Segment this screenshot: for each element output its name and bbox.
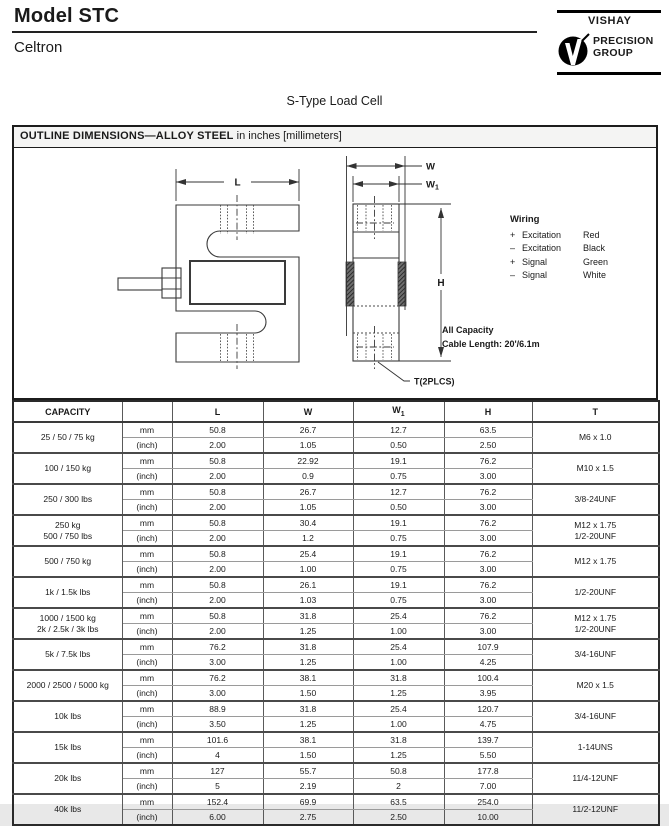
- value-cell: 2.00: [172, 593, 263, 609]
- value-cell: 50.8: [172, 453, 263, 469]
- unit-cell: mm: [122, 422, 172, 438]
- value-cell: 3.50: [172, 717, 263, 733]
- header-divider: [12, 31, 537, 33]
- side-hidden-lines: [353, 306, 399, 333]
- brand-name: Celtron: [14, 39, 63, 56]
- cable-note-line2: Cable Length: 20'/6.1m: [442, 338, 540, 349]
- value-cell: 5.50: [444, 748, 532, 764]
- table-row-mm: [13, 422, 659, 438]
- unit-cell: mm: [122, 670, 172, 686]
- unit-cell: (inch): [122, 655, 172, 671]
- logo-precision-line: PRECISION: [593, 35, 654, 47]
- value-cell: 26.1: [263, 577, 353, 593]
- side-view-body: [353, 204, 399, 361]
- thread-cell: M10 x 1.5: [532, 453, 659, 484]
- value-cell: 25.4: [353, 608, 444, 624]
- thread-callout-label: T(2PLCS): [414, 376, 455, 387]
- table-row-mm: [13, 639, 659, 655]
- value-cell: 50.8: [353, 763, 444, 779]
- cable-length-note: [442, 324, 540, 351]
- value-cell: 2.00: [172, 624, 263, 640]
- capacity-cell: 100 / 150 kg: [13, 453, 122, 484]
- value-cell: 1.25: [263, 624, 353, 640]
- value-cell: 4: [172, 748, 263, 764]
- unit-cell: mm: [122, 701, 172, 717]
- outline-dimensions-section: [12, 125, 658, 400]
- cable-note-line1: All Capacity: [442, 325, 494, 335]
- section-header-normal: in inches [millimeters]: [233, 130, 342, 142]
- value-cell: 139.7: [444, 732, 532, 748]
- wiring-color: Black: [583, 243, 606, 254]
- section-header-bold: OUTLINE DIMENSIONS—ALLOY STEEL: [20, 130, 234, 142]
- value-cell: 76.2: [172, 670, 263, 686]
- vishay-precision-group-logo: [552, 8, 665, 78]
- value-cell: 19.1: [353, 453, 444, 469]
- value-cell: 69.9: [263, 794, 353, 810]
- column-header: T: [532, 401, 659, 422]
- thread-cell: M12 x 1.75 1/2-20UNF: [532, 515, 659, 546]
- table-row-mm: [13, 670, 659, 686]
- table-row-mm: [13, 546, 659, 562]
- thread-cell: 1/2-20UNF: [532, 577, 659, 608]
- value-cell: 0.9: [263, 469, 353, 485]
- value-cell: 38.1: [263, 670, 353, 686]
- capacity-cell: 5k / 7.5k lbs: [13, 639, 122, 670]
- unit-cell: (inch): [122, 593, 172, 609]
- value-cell: 127: [172, 763, 263, 779]
- value-cell: 0.75: [353, 531, 444, 547]
- value-cell: 3.00: [444, 562, 532, 578]
- value-cell: 76.2: [444, 577, 532, 593]
- value-cell: 38.1: [263, 732, 353, 748]
- value-cell: 0.50: [353, 500, 444, 516]
- value-cell: 3.00: [172, 655, 263, 671]
- thread-cell: M20 x 1.5: [532, 670, 659, 701]
- hex-nut: [162, 268, 181, 298]
- unit-cell: (inch): [122, 779, 172, 795]
- thread-cell: 1-14UNS: [532, 732, 659, 763]
- value-cell: 25.4: [353, 701, 444, 717]
- wiring-sign: –: [510, 243, 516, 254]
- value-cell: 2.75: [263, 810, 353, 826]
- value-cell: 63.5: [353, 794, 444, 810]
- thread-cell: M12 x 1.75: [532, 546, 659, 577]
- column-header: W: [263, 401, 353, 422]
- front-view-body: [176, 205, 299, 362]
- dim-w-label: W: [426, 161, 435, 173]
- dimensions-table: [12, 400, 660, 826]
- unit-cell: (inch): [122, 686, 172, 702]
- page-title: Model STC: [14, 5, 120, 27]
- wiring-sign: –: [510, 270, 516, 281]
- value-cell: 177.8: [444, 763, 532, 779]
- value-cell: 55.7: [263, 763, 353, 779]
- unit-cell: mm: [122, 577, 172, 593]
- value-cell: 25.4: [263, 546, 353, 562]
- side-view: [346, 204, 406, 361]
- unit-cell: mm: [122, 732, 172, 748]
- unit-cell: mm: [122, 453, 172, 469]
- value-cell: 3.00: [444, 500, 532, 516]
- value-cell: 76.2: [444, 453, 532, 469]
- dim-w1-lines: [353, 176, 422, 202]
- logo-precision-group-text: [593, 36, 653, 59]
- capacity-cell: 1k / 1.5k lbs: [13, 577, 122, 608]
- capacity-cell: 2000 / 2500 / 5000 kg: [13, 670, 122, 701]
- wiring-name: Signal: [522, 270, 548, 281]
- wiring-row: [510, 269, 608, 282]
- wiring-row: [510, 242, 608, 255]
- value-cell: 0.75: [353, 469, 444, 485]
- side-centerlines: [356, 196, 394, 369]
- value-cell: 1.25: [263, 655, 353, 671]
- logo-vishay-text: VISHAY: [588, 15, 632, 27]
- value-cell: 63.5: [444, 422, 532, 438]
- product-title: S-Type Load Cell: [286, 94, 383, 108]
- thread-cell: 3/4-16UNF: [532, 639, 659, 670]
- unit-cell: (inch): [122, 469, 172, 485]
- wiring-rows: [510, 229, 608, 283]
- value-cell: 2.00: [172, 469, 263, 485]
- unit-cell: mm: [122, 794, 172, 810]
- table-row-mm: [13, 515, 659, 531]
- table-row-mm: [13, 608, 659, 624]
- wiring-name: Excitation: [522, 243, 562, 254]
- value-cell: 76.2: [444, 484, 532, 500]
- thread-cell: 3/4-16UNF: [532, 701, 659, 732]
- value-cell: 31.8: [263, 639, 353, 655]
- unit-cell: mm: [122, 484, 172, 500]
- unit-cell: (inch): [122, 624, 172, 640]
- capacity-cell: 500 / 750 kg: [13, 546, 122, 577]
- thread-cell: 3/8-24UNF: [532, 484, 659, 515]
- dimensions-table-body: [13, 422, 659, 825]
- value-cell: 12.7: [353, 422, 444, 438]
- value-cell: 254.0: [444, 794, 532, 810]
- capacity-cell: 15k lbs: [13, 732, 122, 763]
- value-cell: 50.8: [172, 577, 263, 593]
- value-cell: 30.4: [263, 515, 353, 531]
- value-cell: 31.8: [353, 732, 444, 748]
- value-cell: 1.25: [353, 748, 444, 764]
- dim-w-lines: [347, 156, 423, 336]
- value-cell: 152.4: [172, 794, 263, 810]
- value-cell: 3.00: [444, 531, 532, 547]
- value-cell: 3.00: [444, 469, 532, 485]
- value-cell: 1.03: [263, 593, 353, 609]
- value-cell: 101.6: [172, 732, 263, 748]
- unit-cell: mm: [122, 763, 172, 779]
- thread-cell: 11/2-12UNF: [532, 794, 659, 825]
- value-cell: 50.8: [172, 515, 263, 531]
- dim-h-label: H: [437, 278, 445, 289]
- value-cell: 12.7: [353, 484, 444, 500]
- value-cell: 2: [353, 779, 444, 795]
- value-cell: 19.1: [353, 577, 444, 593]
- value-cell: 2.00: [172, 531, 263, 547]
- wiring-sign: +: [510, 256, 516, 267]
- capacity-cell: 10k lbs: [13, 701, 122, 732]
- value-cell: 50.8: [172, 546, 263, 562]
- unit-cell: (inch): [122, 810, 172, 826]
- value-cell: 88.9: [172, 701, 263, 717]
- value-cell: 6.00: [172, 810, 263, 826]
- value-cell: 0.75: [353, 593, 444, 609]
- value-cell: 76.2: [172, 639, 263, 655]
- wiring-row: [510, 229, 608, 242]
- outline-drawing-area: [14, 148, 656, 399]
- thread-callout-leader: [378, 362, 410, 381]
- table-row-mm: [13, 763, 659, 779]
- table-row-mm: [13, 577, 659, 593]
- wiring-color: Green: [583, 256, 609, 267]
- table-row-mm: [13, 701, 659, 717]
- unit-cell: (inch): [122, 748, 172, 764]
- column-header: [122, 401, 172, 422]
- wiring-legend: [510, 214, 608, 283]
- value-cell: 1.25: [263, 717, 353, 733]
- value-cell: 31.8: [263, 701, 353, 717]
- column-header: CAPACITY: [13, 401, 122, 422]
- value-cell: 2.50: [444, 438, 532, 454]
- value-cell: 2.00: [172, 562, 263, 578]
- value-cell: 2.50: [353, 810, 444, 826]
- thread-cell: M12 x 1.75 1/2-20UNF: [532, 608, 659, 639]
- value-cell: 1.2: [263, 531, 353, 547]
- section-header: [14, 127, 656, 148]
- capacity-cell: 40k lbs: [13, 794, 122, 825]
- unit-cell: mm: [122, 546, 172, 562]
- value-cell: 1.00: [353, 624, 444, 640]
- value-cell: 31.8: [263, 608, 353, 624]
- value-cell: 0.50: [353, 438, 444, 454]
- value-cell: 25.4: [353, 639, 444, 655]
- value-cell: 3.95: [444, 686, 532, 702]
- capacity-cell: 1000 / 1500 kg 2k / 2.5k / 3k lbs: [13, 608, 122, 639]
- wiring-color: White: [583, 270, 607, 281]
- unit-cell: mm: [122, 515, 172, 531]
- value-cell: 1.00: [263, 562, 353, 578]
- table-row-mm: [13, 732, 659, 748]
- value-cell: 76.2: [444, 608, 532, 624]
- value-cell: 3.00: [172, 686, 263, 702]
- table-row-mm: [13, 484, 659, 500]
- value-cell: 5: [172, 779, 263, 795]
- value-cell: 22.92: [263, 453, 353, 469]
- value-cell: 1.50: [263, 748, 353, 764]
- wiring-name: Excitation: [522, 230, 562, 240]
- value-cell: 26.7: [263, 422, 353, 438]
- value-cell: 50.8: [172, 608, 263, 624]
- value-cell: 19.1: [353, 546, 444, 562]
- unit-cell: (inch): [122, 438, 172, 454]
- thread-cell: 11/4-12UNF: [532, 763, 659, 794]
- value-cell: 2.19: [263, 779, 353, 795]
- table-row-mm: [13, 794, 659, 810]
- value-cell: 1.00: [353, 717, 444, 733]
- value-cell: 1.25: [353, 686, 444, 702]
- value-cell: 1.05: [263, 438, 353, 454]
- value-cell: 1.00: [353, 655, 444, 671]
- value-cell: 50.8: [172, 484, 263, 500]
- column-header: L: [172, 401, 263, 422]
- value-cell: 1.50: [263, 686, 353, 702]
- capacity-cell: 250 / 300 lbs: [13, 484, 122, 515]
- wiring-row: [510, 256, 608, 269]
- value-cell: 31.8: [353, 670, 444, 686]
- wiring-sign: +: [510, 230, 516, 240]
- dim-w1-label: $W_1$: [426, 179, 439, 192]
- value-cell: 107.9: [444, 639, 532, 655]
- value-cell: 3.00: [444, 593, 532, 609]
- value-cell: 2.00: [172, 438, 263, 454]
- value-cell: 19.1: [353, 515, 444, 531]
- value-cell: 3.00: [444, 624, 532, 640]
- thread-cell: M6 x 1.0: [532, 422, 659, 453]
- unit-cell: (inch): [122, 562, 172, 578]
- unit-cell: (inch): [122, 500, 172, 516]
- logo-top-bar: [557, 10, 661, 13]
- value-cell: 2.00: [172, 500, 263, 516]
- logo-group-line: GROUP: [593, 46, 634, 59]
- value-cell: 76.2: [444, 546, 532, 562]
- wiring-name: Signal: [522, 256, 548, 267]
- wiring-title: Wiring: [510, 214, 540, 225]
- cable-stub: [118, 278, 162, 290]
- dimensions-table-header-row: [13, 401, 659, 422]
- value-cell: 4.75: [444, 717, 532, 733]
- column-header: H: [444, 401, 532, 422]
- value-cell: 50.8: [172, 422, 263, 438]
- value-cell: 100.4: [444, 670, 532, 686]
- value-cell: 0.75: [353, 562, 444, 578]
- unit-cell: mm: [122, 608, 172, 624]
- value-cell: 10.00: [444, 810, 532, 826]
- front-view-window: [190, 261, 285, 304]
- unit-cell: (inch): [122, 717, 172, 733]
- capacity-cell: 20k lbs: [13, 763, 122, 794]
- gauge-cover-left: [346, 262, 354, 306]
- value-cell: 7.00: [444, 779, 532, 795]
- unit-cell: mm: [122, 639, 172, 655]
- capacity-cell: 25 / 50 / 75 kg: [13, 422, 122, 453]
- table-row-mm: [13, 453, 659, 469]
- logo-bottom-bar: [557, 72, 661, 75]
- wiring-color: Red: [583, 230, 600, 240]
- unit-cell: (inch): [122, 531, 172, 547]
- value-cell: 120.7: [444, 701, 532, 717]
- capacity-cell: 250 kg 500 / 750 lbs: [13, 515, 122, 546]
- value-cell: 26.7: [263, 484, 353, 500]
- value-cell: 4.25: [444, 655, 532, 671]
- column-header: $W_1$: [353, 401, 444, 422]
- value-cell: 1.05: [263, 500, 353, 516]
- dim-l-label: L: [234, 177, 241, 189]
- front-view: [118, 205, 299, 362]
- column-header-subscript: 1: [400, 410, 405, 418]
- value-cell: 76.2: [444, 515, 532, 531]
